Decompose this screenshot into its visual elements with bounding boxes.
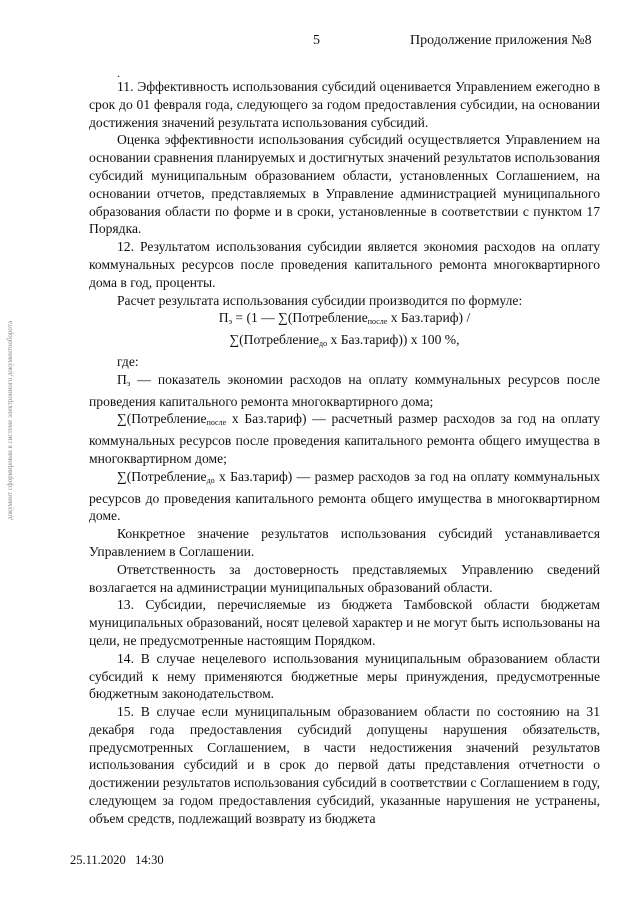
definition-after: ∑(Потребление$_{после}$ х Баз.тариф) — расчетный размер расходов за год на оплату коммунальных ресурсов после проведения капитального ремонта общего имущества в многоквартирном доме; <box>89 411 600 466</box>
definition-economy: $П_э$ — показатель экономии расходов на оплату коммунальных ресурсов после проведения капитального ремонта многоквартирного дома; <box>89 371 600 409</box>
formula-line-1: $П_э = (1$ — ∑(Потребление$_{после}$ х Баз.тариф) / <box>218 310 471 327</box>
footer-date: 25.11.2020 <box>70 853 126 867</box>
formula-line-2: ∑(Потребление$_{до}$ х Баз.тариф)) х 100 %, <box>229 332 460 349</box>
document-body <box>89 78 600 828</box>
edge-note: документ сформирован в системе электронного документооборота <box>6 320 14 520</box>
paragraph-calculation: Расчет результата использования субсидии производится по формуле: <box>117 292 523 308</box>
paragraph-evaluation: Оценка эффективности использования субсидий осуществляется Управлением на основании сравнения планируемых и достигнутых значений результатов использования субсидий муниципальным образованием области, установленных Соглашением, на основании отчетов, представляемых в Управление администрацией муниципального образования области по форме и в сроки, установленные в соответствии с пунктом 17 Порядка. <box>89 132 600 237</box>
definition-before: ∑(Потребление$_{до}$ х Баз.тариф) — размер расходов за год на оплату коммунальных ресурсов до проведения капитального ремонта общего имущества в многоквартирном доме. <box>89 468 600 524</box>
paragraph-11: 11. Эффективность использования субсидий оценивается Управлением ежегодно в срок до 01 февраля года, следующего за годом предоставления субсидии, на основании достижения значений результата использования субсидий. <box>89 79 600 130</box>
paragraph-responsibility: Ответственность за достоверность представляемых Управлению сведений возлагается на администрации муниципальных образований области. <box>89 561 600 595</box>
where-label: где: <box>117 353 139 369</box>
paragraph-13: 13. Субсидии, перечисляемые из бюджета Тамбовской области бюджетам муниципальных образований, носят целевой характер и не могут быть использованы на цели, не предусмотренные настоящим Порядком. <box>89 597 600 648</box>
footer-timestamp <box>70 853 164 868</box>
appendix-title: Продолжение приложения №8 <box>410 33 592 48</box>
footer-time: 14:30 <box>135 853 164 867</box>
page-number: 5 <box>313 33 320 48</box>
paragraph-15: 15. В случае если муниципальным образованием области по состоянию на 31 декабря года предоставления субсидий допущены нарушения обязательств, предусмотренных Соглашением, в части недостижения значений результатов использования субсидий и в срок до первой даты представления отчетности о достижении результатов использования субсидий в соответствии с Соглашением в году, следующем за годом предоставления субсидий, указанные нарушения не устранены, объем средств, подлежащий возврату из бюджета <box>89 704 600 826</box>
paragraph-concrete-value: Конкретное значение результатов использования субсидий устанавливается Управлением в Соглашении. <box>89 526 600 559</box>
paragraph-12: 12. Результатом использования субсидии является экономия расходов на оплату коммунальных ресурсов после проведения капитального ремонта многоквартирного дома в год, проценты. <box>89 239 600 290</box>
margin-marker: . <box>117 66 120 80</box>
paragraph-14: 14. В случае нецелевого использования муниципальным образованием области субсидий к нему применяются бюджетные меры принуждения, предусмотренные бюджетным законодательством. <box>89 650 600 702</box>
